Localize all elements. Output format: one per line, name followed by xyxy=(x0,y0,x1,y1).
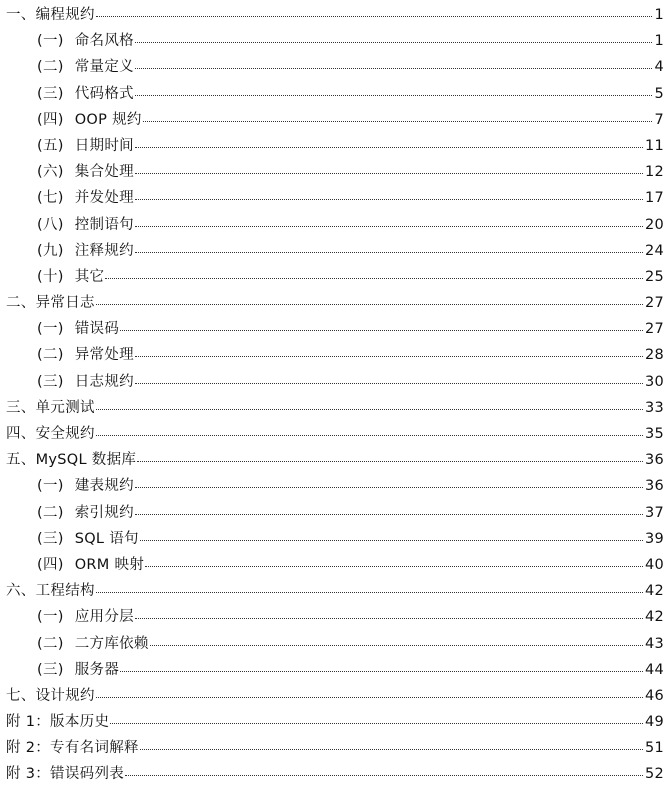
toc-chapter-entry[interactable] xyxy=(0,709,669,735)
toc-entry-number: 附 3： xyxy=(6,766,51,783)
toc-dot-leader xyxy=(96,435,643,436)
toc-entry-number: (二) xyxy=(37,347,64,364)
toc-dot-leader xyxy=(135,487,643,488)
toc-entry-number: 附 2： xyxy=(6,740,51,757)
toc-entry-number: (九) xyxy=(37,242,64,259)
toc-dot-leader xyxy=(135,42,653,43)
toc-dot-leader xyxy=(135,383,643,384)
toc-dot-leader xyxy=(150,645,643,646)
toc-dot-leader xyxy=(135,199,643,200)
toc-chapter-entry[interactable] xyxy=(0,395,669,421)
toc-section-entry[interactable] xyxy=(0,107,669,133)
toc-dot-leader xyxy=(120,330,643,331)
toc-dot-leader xyxy=(143,121,653,122)
toc-chapter-entry[interactable] xyxy=(0,683,669,709)
toc-section-entry[interactable] xyxy=(0,185,669,211)
toc-page-number: 17 xyxy=(644,190,664,207)
toc-chapter-entry[interactable] xyxy=(0,735,669,761)
toc-entry-number: 一、 xyxy=(6,7,36,23)
toc-entry-title: 异常日志 xyxy=(35,295,95,312)
toc-entry-number: (六) xyxy=(37,164,64,181)
toc-dot-leader xyxy=(140,749,643,750)
toc-section-entry[interactable] xyxy=(0,238,669,264)
toc-page-number: 28 xyxy=(644,347,664,364)
toc-entry-number: (四) xyxy=(37,111,64,128)
toc-entry-title: 代码格式 xyxy=(74,85,134,102)
toc-entry-title: 日期时间 xyxy=(74,137,134,154)
toc-page-number: 27 xyxy=(644,295,664,312)
toc-dot-leader xyxy=(145,566,643,567)
toc-entry-title: 并发处理 xyxy=(74,190,134,207)
toc-entry-number: 三、 xyxy=(6,399,36,416)
toc-entry-number: 附 1： xyxy=(6,714,51,731)
toc-entry-number: (二) xyxy=(37,59,64,76)
toc-page-number: 52 xyxy=(644,766,664,783)
toc-page-number: 30 xyxy=(644,373,664,390)
toc-entry-title: 索引规约 xyxy=(74,504,134,521)
toc-section-entry[interactable] xyxy=(0,342,669,368)
toc-page-number: 44 xyxy=(644,661,664,678)
toc-entry-number: (三) xyxy=(37,530,64,547)
toc-section-entry[interactable] xyxy=(0,526,669,552)
toc-dot-leader xyxy=(135,95,653,96)
toc-chapter-entry[interactable] xyxy=(0,290,669,316)
toc-dot-leader xyxy=(125,775,643,776)
toc-section-entry[interactable] xyxy=(0,264,669,290)
toc-entry-title: 版本历史 xyxy=(50,714,110,731)
toc-entry-number: (一) xyxy=(37,33,64,50)
toc-entry-number: (三) xyxy=(37,661,64,678)
toc-page-number: 42 xyxy=(644,583,664,600)
toc-entry-title: 安全规约 xyxy=(35,426,95,442)
toc-section-entry[interactable] xyxy=(0,473,669,499)
toc-entry-number: 四、 xyxy=(6,426,36,442)
toc-entry-title: 其它 xyxy=(74,268,105,285)
toc-page-number: 51 xyxy=(644,740,664,757)
toc-dot-leader xyxy=(135,226,643,227)
toc-section-entry[interactable] xyxy=(0,159,669,185)
toc-section-entry[interactable] xyxy=(0,500,669,526)
toc-page-number: 7 xyxy=(654,111,664,128)
toc-page-number: 36 xyxy=(644,478,664,495)
toc-dot-leader xyxy=(135,147,643,148)
toc-section-entry[interactable] xyxy=(0,657,669,683)
toc-page-number: 33 xyxy=(644,399,664,416)
toc-entry-title: 设计规约 xyxy=(35,687,95,704)
toc-dot-leader xyxy=(96,304,643,305)
toc-dot-leader xyxy=(135,68,653,69)
toc-section-entry[interactable] xyxy=(0,369,669,395)
toc-section-entry[interactable] xyxy=(0,316,669,342)
toc-entry-title: 异常处理 xyxy=(74,347,134,364)
toc-dot-leader xyxy=(135,618,643,619)
toc-dot-leader xyxy=(135,514,643,515)
toc-page-number: 46 xyxy=(644,687,664,704)
toc-dot-leader xyxy=(96,409,643,410)
toc-entry-title: 单元测试 xyxy=(35,399,95,416)
toc-section-entry[interactable] xyxy=(0,133,669,159)
toc-entry-title: 日志规约 xyxy=(74,373,134,390)
toc-chapter-entry[interactable] xyxy=(0,578,669,604)
toc-page-number: 37 xyxy=(644,504,664,521)
toc-entry-number: (一) xyxy=(37,321,64,338)
toc-page-number: 35 xyxy=(644,426,664,442)
toc-page-number: 27 xyxy=(644,321,664,338)
toc-entry-title: 编程规约 xyxy=(35,7,95,23)
toc-page-number: 39 xyxy=(644,530,664,547)
toc-entry-number: 七、 xyxy=(6,687,36,704)
toc-entry-number: (四) xyxy=(37,556,64,573)
toc-entry-title: OOP 规约 xyxy=(74,111,142,128)
toc-section-entry[interactable] xyxy=(0,81,669,107)
toc-section-entry[interactable] xyxy=(0,54,669,80)
toc-entry-title: 控制语句 xyxy=(74,216,134,233)
toc-page-number: 49 xyxy=(644,714,664,731)
toc-entry-number: (十) xyxy=(37,268,64,285)
toc-dot-leader xyxy=(135,252,643,253)
toc-page-number: 36 xyxy=(644,452,664,469)
toc-entry-number: (五) xyxy=(37,137,64,154)
toc-page-number: 1 xyxy=(654,7,664,23)
toc-page-number: 20 xyxy=(644,216,664,233)
toc-dot-leader xyxy=(110,723,643,724)
toc-chapter-entry[interactable] xyxy=(0,447,669,473)
toc-entry-title: SQL 语句 xyxy=(74,530,139,547)
toc-entry-number: (八) xyxy=(37,216,64,233)
toc-entry-number: (一) xyxy=(37,609,64,626)
toc-entry-number: (三) xyxy=(37,373,64,390)
toc-entry-number: (二) xyxy=(37,504,64,521)
toc-chapter-entry[interactable] xyxy=(0,421,669,447)
toc-page-number: 25 xyxy=(644,268,664,285)
toc-entry-title: 建表规约 xyxy=(74,478,134,495)
toc-entry-title: 命名风格 xyxy=(74,33,134,50)
toc-dot-leader xyxy=(96,592,643,593)
toc-section-entry[interactable] xyxy=(0,631,669,657)
toc-entry-number: (一) xyxy=(37,478,64,495)
toc-section-entry[interactable] xyxy=(0,212,669,238)
toc-entry-number: (三) xyxy=(37,85,64,102)
toc-entry-number: (七) xyxy=(37,190,64,207)
toc-section-entry[interactable] xyxy=(0,552,669,578)
toc-page-number: 11 xyxy=(644,137,664,154)
toc-entry-title: 应用分层 xyxy=(74,609,134,626)
toc-page-number: 40 xyxy=(644,556,664,573)
toc-page-number: 4 xyxy=(654,59,664,76)
toc-entry-title: 服务器 xyxy=(74,661,120,678)
toc-dot-leader xyxy=(120,671,643,672)
toc-page-number: 5 xyxy=(654,85,664,102)
toc-entry-number: 二、 xyxy=(6,295,36,312)
toc-chapter-entry[interactable] xyxy=(0,761,669,787)
toc-entry-title: 错误码 xyxy=(74,321,120,338)
toc-entry-title: ORM 映射 xyxy=(74,556,145,573)
toc-entry-title: MySQL 数据库 xyxy=(35,452,137,469)
toc-page-number: 42 xyxy=(644,609,664,626)
toc-entry-title: 专有名词解释 xyxy=(50,740,139,757)
toc-dot-leader xyxy=(137,461,643,462)
toc-entry-title: 注释规约 xyxy=(74,242,134,259)
toc-entry-number: 五、 xyxy=(6,452,36,469)
toc-entry-number: (二) xyxy=(37,635,64,652)
toc-dot-leader xyxy=(135,356,643,357)
toc-page-number: 1 xyxy=(654,33,664,50)
toc-dot-leader xyxy=(135,173,643,174)
toc-dot-leader xyxy=(105,278,643,279)
toc-entry-number: 六、 xyxy=(6,583,36,600)
toc-dot-leader xyxy=(140,540,643,541)
toc-page-number: 24 xyxy=(644,242,664,259)
toc-page-number: 12 xyxy=(644,164,664,181)
toc-dot-leader xyxy=(96,697,643,698)
toc-entry-title: 工程结构 xyxy=(35,583,95,600)
toc-section-entry[interactable] xyxy=(0,604,669,630)
toc-entry-title: 常量定义 xyxy=(74,59,134,76)
toc-chapter-entry[interactable] xyxy=(0,2,669,28)
toc-dot-leader xyxy=(96,16,653,17)
toc-page-number: 43 xyxy=(644,635,664,652)
toc-entry-title: 二方库依赖 xyxy=(74,635,149,652)
toc-entry-title: 集合处理 xyxy=(74,164,134,181)
toc-section-entry[interactable] xyxy=(0,28,669,54)
toc-entry-title: 错误码列表 xyxy=(50,766,125,783)
